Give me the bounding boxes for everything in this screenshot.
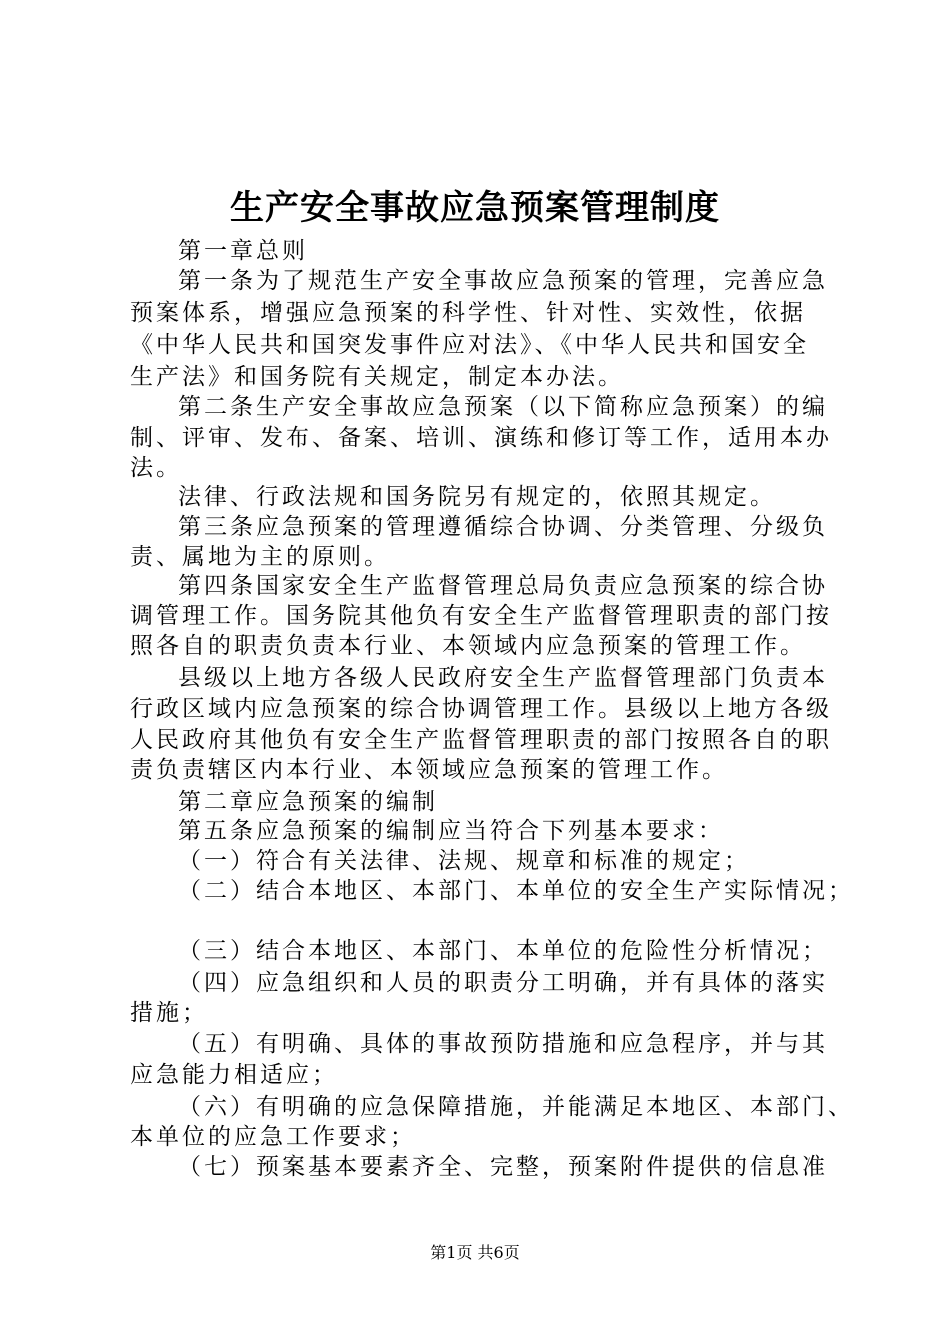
text-line: 县级以上地方各级人民政府安全生产监督管理部门负责本 <box>178 665 828 691</box>
text-line: 第一条为了规范生产安全事故应急预案的管理，完善应急 <box>178 268 828 294</box>
text-line: 生产法》和国务院有关规定，制定本办法。 <box>130 364 624 390</box>
list-item: （一）符合有关法律、法规、规章和标准的规定； <box>178 848 750 874</box>
text-line: 行政区域内应急预案的综合协调管理工作。县级以上地方各级 <box>130 696 832 722</box>
list-item: （二）结合本地区、本部门、本单位的安全生产实际情况； <box>178 878 854 904</box>
list-item: （七）预案基本要素齐全、完整，预案附件提供的信息准 <box>178 1154 828 1180</box>
text-line: 责、属地为主的原则。 <box>130 544 390 570</box>
text-line: 措施； <box>130 1000 208 1026</box>
text-line: 责负责辖区内本行业、本领域应急预案的管理工作。 <box>130 757 728 783</box>
text-line: 法律、行政法规和国务院另有规定的，依照其规定。 <box>178 484 776 510</box>
text-line: 第四条国家安全生产监督管理总局负责应急预案的综合协 <box>178 573 828 599</box>
list-item: （四）应急组织和人员的职责分工明确，并有具体的落实 <box>178 970 828 996</box>
list-item: （五）有明确、具体的事故预防措施和应急程序，并与其 <box>178 1031 828 1057</box>
text-line: 第五条应急预案的编制应当符合下列基本要求： <box>178 818 724 844</box>
chapter-heading: 第二章应急预案的编制 <box>178 789 438 815</box>
page-footer: 第1页 共6页 <box>430 1243 520 1262</box>
text-line: 预案体系，增强应急预案的科学性、针对性、实效性，依据 <box>130 300 806 326</box>
text-line: 应急能力相适应； <box>130 1062 338 1088</box>
text-line: 调管理工作。国务院其他负有安全生产监督管理职责的部门按 <box>130 603 832 629</box>
list-item: （六）有明确的应急保障措施，并能满足本地区、本部门、 <box>178 1094 854 1120</box>
document-title: 生产安全事故应急预案管理制度 <box>230 188 720 228</box>
text-line: 本单位的应急工作要求； <box>130 1124 416 1150</box>
text-line: 法。 <box>130 455 182 481</box>
text-line: 第二条生产安全事故应急预案（以下简称应急预案）的编 <box>178 394 828 420</box>
text-line: 人民政府其他负有安全生产监督管理职责的部门按照各自的职 <box>130 727 832 753</box>
text-line: 照各自的职责负责本行业、本领域内应急预案的管理工作。 <box>130 633 806 659</box>
text-line: 制、评审、发布、备案、培训、演练和修订等工作，适用本办 <box>130 425 832 451</box>
list-item: （三）结合本地区、本部门、本单位的危险性分析情况； <box>178 938 828 964</box>
text-line: 第三条应急预案的管理遵循综合协调、分类管理、分级负 <box>178 514 828 540</box>
chapter-heading: 第一章总则 <box>178 238 308 264</box>
text-line: 《中华人民共和国突发事件应对法》、《中华人民共和国安全 <box>130 332 809 358</box>
